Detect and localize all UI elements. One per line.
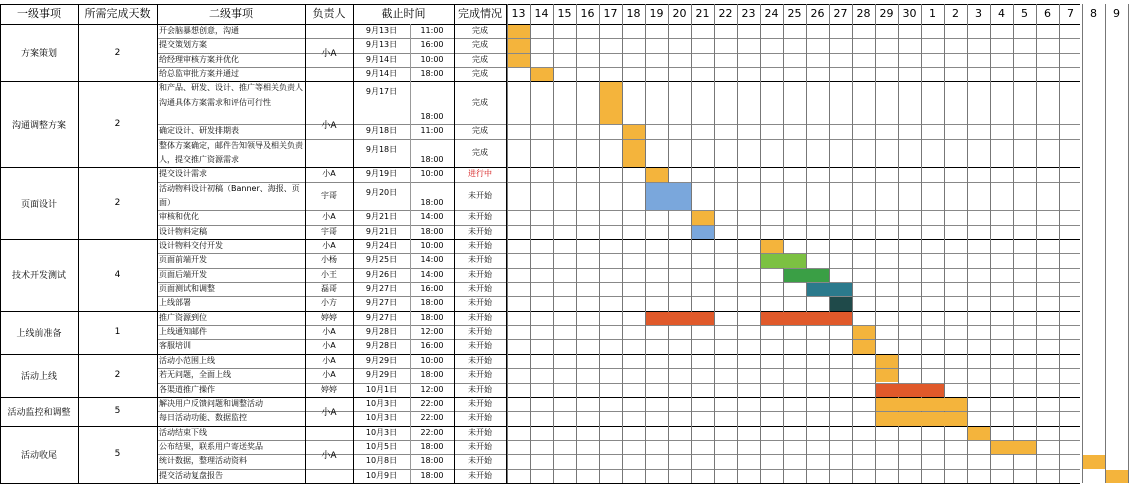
task-deadline-date: 9月25日 bbox=[365, 255, 398, 265]
day-column-header: 9 bbox=[1113, 7, 1120, 20]
day-column-header: 29 bbox=[879, 7, 894, 20]
task-deadline-date: 9月18日 bbox=[365, 126, 398, 136]
gantt-bar bbox=[784, 269, 829, 282]
task-deadline-time: 14:00 bbox=[420, 255, 444, 265]
group-days: 5 bbox=[114, 449, 121, 460]
task-status: 未开始 bbox=[468, 370, 492, 380]
gantt-bar bbox=[876, 398, 967, 411]
grid-line bbox=[691, 4, 692, 483]
group-owner: 小A bbox=[321, 450, 337, 461]
task-deadline-date: 10月9日 bbox=[365, 470, 398, 480]
task-deadline-time: 18:00 bbox=[420, 470, 444, 480]
task-deadline-date: 9月13日 bbox=[365, 26, 398, 35]
task-deadline-date: 9月21日 bbox=[365, 226, 398, 236]
task-name: 提交策划方案 bbox=[159, 40, 207, 50]
task-name: 设计物料交付开发 bbox=[159, 241, 223, 251]
task-deadline-time: 18:00 bbox=[420, 312, 444, 322]
gantt-bar bbox=[646, 183, 691, 211]
gantt-bar bbox=[853, 326, 875, 339]
day-column-header: 24 bbox=[764, 7, 779, 20]
task-name: 活动小范围上线 bbox=[159, 355, 215, 365]
task-deadline-date: 10月1日 bbox=[365, 384, 398, 394]
task-status: 完成 bbox=[472, 98, 488, 108]
task-status: 未开始 bbox=[468, 298, 492, 308]
task-name: 页面前端开发 bbox=[159, 255, 207, 265]
task-status: 未开始 bbox=[468, 312, 492, 322]
task-status: 未开始 bbox=[468, 255, 492, 265]
day-column-header: 14 bbox=[534, 7, 549, 20]
gantt-bar bbox=[968, 427, 990, 440]
day-column-header: 2 bbox=[952, 7, 959, 20]
task-deadline-time: 10:00 bbox=[420, 355, 444, 365]
day-column-header: 30 bbox=[902, 7, 917, 20]
task-name: 和产品、研发、设计、推广等相关负责人沟通具体方案需求和评估可行性 bbox=[159, 83, 303, 107]
task-name: 设计物料定稿 bbox=[159, 226, 207, 236]
task-name: 给总监审批方案并通过 bbox=[159, 69, 239, 79]
task-deadline-time: 16:00 bbox=[420, 40, 444, 50]
task-owner: 小A bbox=[322, 212, 336, 222]
day-column-header: 19 bbox=[649, 7, 664, 20]
grid-line bbox=[668, 4, 669, 483]
task-name: 整体方案确定，邮件告知领导及相关负责人，提交推广资源需求 bbox=[159, 140, 303, 165]
gantt-bar bbox=[646, 312, 714, 325]
task-status: 未开始 bbox=[468, 470, 492, 480]
task-deadline-date: 9月27日 bbox=[365, 298, 398, 308]
gantt-bar bbox=[830, 297, 852, 310]
gantt-bar bbox=[761, 240, 783, 253]
task-owner: 小A bbox=[322, 355, 336, 365]
day-column-header: 15 bbox=[557, 7, 572, 20]
grid-line bbox=[0, 4, 1080, 5]
task-status: 完成 bbox=[472, 147, 488, 157]
group-days: 2 bbox=[114, 47, 121, 58]
task-name: 客服培训 bbox=[159, 341, 191, 351]
task-deadline-date: 10月3日 bbox=[365, 398, 398, 408]
header-status: 完成情况 bbox=[458, 7, 502, 20]
task-deadline-date: 9月28日 bbox=[365, 327, 398, 337]
task-status: 完成 bbox=[472, 26, 488, 35]
grid-line bbox=[1036, 4, 1037, 483]
day-column-header: 20 bbox=[672, 7, 687, 20]
task-deadline-date: 10月3日 bbox=[365, 427, 398, 437]
task-status: 未开始 bbox=[468, 384, 492, 394]
gantt-bar bbox=[853, 340, 875, 353]
task-owner: 小A bbox=[322, 169, 336, 179]
task-deadline-date: 9月18日 bbox=[365, 144, 398, 154]
task-owner: 婷婷 bbox=[321, 312, 337, 322]
group-days: 4 bbox=[114, 269, 121, 280]
grid-line bbox=[622, 4, 623, 483]
day-column-header: 4 bbox=[998, 7, 1005, 20]
task-deadline-date: 9月21日 bbox=[365, 212, 398, 222]
task-owner: 婷婷 bbox=[321, 384, 337, 394]
task-deadline-time: 14:00 bbox=[420, 212, 444, 222]
header-level1: 一级事项 bbox=[17, 7, 61, 20]
task-status: 未开始 bbox=[468, 212, 492, 222]
group-name: 页面设计 bbox=[20, 199, 57, 210]
group-name: 上线前准备 bbox=[16, 328, 62, 339]
task-deadline-time: 18:00 bbox=[420, 112, 444, 122]
task-deadline-date: 9月17日 bbox=[365, 87, 398, 97]
gantt-bar bbox=[508, 54, 530, 67]
header-deadline: 截止时间 bbox=[381, 7, 426, 20]
gantt-bar bbox=[807, 283, 852, 296]
gantt-bar bbox=[876, 384, 944, 397]
task-name: 开会脑暴想创意，沟通 bbox=[159, 26, 239, 35]
day-column-header: 26 bbox=[810, 7, 825, 20]
task-name: 页面测试和调整 bbox=[159, 284, 215, 294]
task-deadline-date: 9月27日 bbox=[365, 284, 398, 294]
task-deadline-date: 10月8日 bbox=[365, 456, 398, 466]
day-column-header: 27 bbox=[833, 7, 848, 20]
task-deadline-time: 22:00 bbox=[420, 413, 444, 423]
task-deadline-time: 18:00 bbox=[420, 298, 444, 308]
task-deadline-time: 11:00 bbox=[420, 26, 444, 35]
task-status: 进行中 bbox=[468, 169, 492, 179]
grid-line bbox=[1059, 4, 1060, 483]
task-name: 公布结果，联系用户寄送奖品 bbox=[159, 441, 263, 451]
task-status: 完成 bbox=[472, 69, 488, 79]
task-status: 未开始 bbox=[468, 226, 492, 236]
task-owner: 小杨 bbox=[321, 255, 337, 265]
grid-line bbox=[990, 4, 991, 483]
day-column-header: 18 bbox=[626, 7, 641, 20]
gantt-bar bbox=[508, 39, 530, 52]
group-name: 技术开发测试 bbox=[11, 271, 66, 282]
task-deadline-time: 16:00 bbox=[420, 341, 444, 351]
group-days: 5 bbox=[114, 406, 121, 417]
group-name: 活动上线 bbox=[20, 371, 57, 382]
task-deadline-time: 18:00 bbox=[420, 370, 444, 380]
task-name: 每日活动功能、数据监控 bbox=[159, 413, 247, 423]
task-name: 若无问题，全面上线 bbox=[159, 370, 231, 380]
group-days: 2 bbox=[114, 370, 121, 381]
gantt-bar bbox=[531, 68, 553, 81]
task-status: 未开始 bbox=[468, 327, 492, 337]
day-column-header: 23 bbox=[741, 7, 756, 20]
task-name: 各渠道推广操作 bbox=[159, 384, 215, 394]
gantt-bar bbox=[761, 254, 806, 267]
header-owner: 负责人 bbox=[312, 7, 346, 20]
day-column-header: 7 bbox=[1067, 7, 1074, 20]
day-column-header: 6 bbox=[1044, 7, 1051, 20]
task-status: 未开始 bbox=[468, 441, 492, 451]
task-status: 未开始 bbox=[468, 269, 492, 279]
task-name: 确定设计、研发排期表 bbox=[159, 126, 239, 136]
grid-line bbox=[1013, 4, 1014, 483]
task-name: 审核和优化 bbox=[159, 212, 199, 222]
group-name: 活动收尾 bbox=[20, 450, 57, 461]
task-owner: 小A bbox=[322, 341, 336, 351]
gantt-bar bbox=[623, 125, 645, 138]
task-status: 完成 bbox=[472, 54, 488, 64]
gantt-bar bbox=[646, 168, 668, 181]
task-deadline-time: 18:00 bbox=[420, 69, 444, 79]
group-days: 1 bbox=[114, 327, 121, 338]
grid-line bbox=[1082, 4, 1083, 483]
gantt-bar bbox=[876, 412, 967, 425]
day-column-header: 28 bbox=[856, 7, 871, 20]
task-deadline-date: 9月28日 bbox=[365, 341, 398, 351]
gantt-bar bbox=[600, 82, 622, 124]
group-name: 沟通调整方案 bbox=[11, 120, 66, 131]
task-status: 未开始 bbox=[468, 190, 492, 200]
grid-line bbox=[806, 4, 807, 483]
task-status: 未开始 bbox=[468, 413, 492, 423]
gantt-bar bbox=[692, 211, 714, 224]
group-name: 活动监控和调整 bbox=[7, 407, 71, 418]
task-status: 完成 bbox=[472, 40, 488, 50]
task-status: 未开始 bbox=[468, 284, 492, 294]
task-deadline-time: 22:00 bbox=[420, 427, 444, 437]
task-deadline-time: 18:00 bbox=[420, 198, 444, 208]
day-column-header: 17 bbox=[603, 7, 618, 20]
task-deadline-time: 11:00 bbox=[420, 126, 444, 136]
task-name: 上线部署 bbox=[159, 298, 191, 308]
day-column-header: 8 bbox=[1090, 7, 1097, 20]
task-deadline-date: 9月14日 bbox=[365, 69, 398, 79]
task-status: 未开始 bbox=[468, 427, 492, 437]
task-deadline-time: 10:00 bbox=[420, 169, 444, 179]
grid-line bbox=[553, 4, 554, 483]
task-deadline-time: 16:00 bbox=[420, 284, 444, 294]
task-deadline-date: 9月20日 bbox=[365, 187, 398, 197]
task-status: 未开始 bbox=[468, 341, 492, 351]
grid-line bbox=[967, 4, 968, 483]
task-deadline-time: 18:00 bbox=[420, 226, 444, 236]
day-column-header: 25 bbox=[787, 7, 802, 20]
task-name: 推广资源到位 bbox=[159, 312, 207, 322]
task-owner: 小A bbox=[322, 241, 336, 251]
task-status: 完成 bbox=[472, 126, 488, 136]
gantt-bar bbox=[991, 441, 1036, 454]
task-deadline-time: 18:00 bbox=[420, 456, 444, 466]
day-column-header: 13 bbox=[511, 7, 526, 20]
task-name: 给经理审核方案并优化 bbox=[159, 54, 239, 64]
task-owner: 磊哥 bbox=[321, 284, 337, 294]
task-status: 未开始 bbox=[468, 398, 492, 408]
day-column-header: 1 bbox=[929, 7, 936, 20]
task-deadline-date: 9月19日 bbox=[365, 169, 398, 179]
task-deadline-time: 12:00 bbox=[420, 327, 444, 337]
grid-line bbox=[852, 4, 853, 483]
task-deadline-date: 10月5日 bbox=[365, 441, 398, 451]
task-name: 解决用户反馈问题和调整活动 bbox=[159, 398, 263, 408]
task-owner: 小A bbox=[322, 370, 336, 380]
task-name: 页面后端开发 bbox=[159, 269, 207, 279]
task-deadline-time: 14:00 bbox=[420, 269, 444, 279]
group-owner: 小A bbox=[321, 120, 337, 131]
task-name: 活动结束下线 bbox=[159, 427, 207, 437]
task-deadline-date: 9月27日 bbox=[365, 312, 398, 322]
task-deadline-date: 9月29日 bbox=[365, 355, 398, 365]
grid-line bbox=[599, 4, 600, 483]
gantt-bar bbox=[692, 226, 714, 239]
task-name: 活动物料设计初稿（Banner、海报、页面） bbox=[159, 183, 300, 208]
group-owner: 小A bbox=[321, 49, 337, 60]
grid-line bbox=[1105, 4, 1106, 483]
task-name: 提交活动复盘报告 bbox=[159, 470, 223, 480]
task-deadline-time: 10:00 bbox=[420, 241, 444, 251]
gantt-bar bbox=[1106, 470, 1128, 483]
task-deadline-date: 9月29日 bbox=[365, 370, 398, 380]
day-column-header: 21 bbox=[695, 7, 710, 20]
day-column-header: 22 bbox=[718, 7, 733, 20]
task-deadline-date: 9月26日 bbox=[365, 269, 398, 279]
day-column-header: 5 bbox=[1021, 7, 1028, 20]
grid-line bbox=[714, 4, 715, 483]
grid-line bbox=[576, 4, 577, 483]
grid-line bbox=[645, 4, 646, 483]
gantt-bar bbox=[1083, 455, 1105, 468]
task-owner: 宇哥 bbox=[321, 190, 337, 200]
task-name: 统计数据，整理活动资料 bbox=[159, 456, 247, 466]
task-status: 未开始 bbox=[468, 355, 492, 365]
task-owner: 宇哥 bbox=[321, 226, 337, 236]
task-deadline-date: 9月14日 bbox=[365, 54, 398, 64]
header-days-needed: 所需完成天数 bbox=[84, 7, 151, 20]
task-deadline-time: 10:00 bbox=[420, 54, 444, 64]
task-deadline-date: 9月13日 bbox=[365, 40, 398, 50]
task-deadline-time: 22:00 bbox=[420, 398, 444, 408]
group-days: 2 bbox=[114, 119, 121, 130]
task-owner: 小王 bbox=[321, 269, 337, 279]
task-owner: 小方 bbox=[321, 298, 337, 308]
grid-line bbox=[829, 4, 830, 483]
gantt-bar bbox=[876, 355, 898, 368]
task-deadline-time: 12:00 bbox=[420, 384, 444, 394]
gantt-bar bbox=[761, 312, 852, 325]
day-column-header: 3 bbox=[975, 7, 982, 20]
day-column-header: 16 bbox=[580, 7, 595, 20]
task-deadline-time: 18:00 bbox=[420, 155, 444, 165]
grid-line bbox=[783, 4, 784, 483]
task-status: 未开始 bbox=[468, 241, 492, 251]
grid-line bbox=[157, 4, 158, 483]
task-name: 提交设计需求 bbox=[159, 169, 207, 179]
task-deadline-date: 9月24日 bbox=[365, 241, 398, 251]
task-status: 未开始 bbox=[468, 456, 492, 466]
group-days: 2 bbox=[114, 198, 121, 209]
gantt-bar bbox=[508, 25, 530, 38]
grid-line bbox=[737, 4, 738, 483]
grid-line bbox=[507, 4, 508, 483]
task-name: 上线通知邮件 bbox=[159, 327, 207, 337]
group-owner: 小A bbox=[321, 407, 337, 418]
gantt-bar bbox=[623, 140, 645, 168]
task-owner: 小A bbox=[322, 327, 336, 337]
header-level2: 二级事项 bbox=[209, 7, 253, 20]
task-deadline-date: 10月3日 bbox=[365, 413, 398, 423]
task-deadline-time: 18:00 bbox=[420, 441, 444, 451]
gantt-bar bbox=[876, 369, 898, 382]
group-name: 方案策划 bbox=[20, 49, 57, 60]
